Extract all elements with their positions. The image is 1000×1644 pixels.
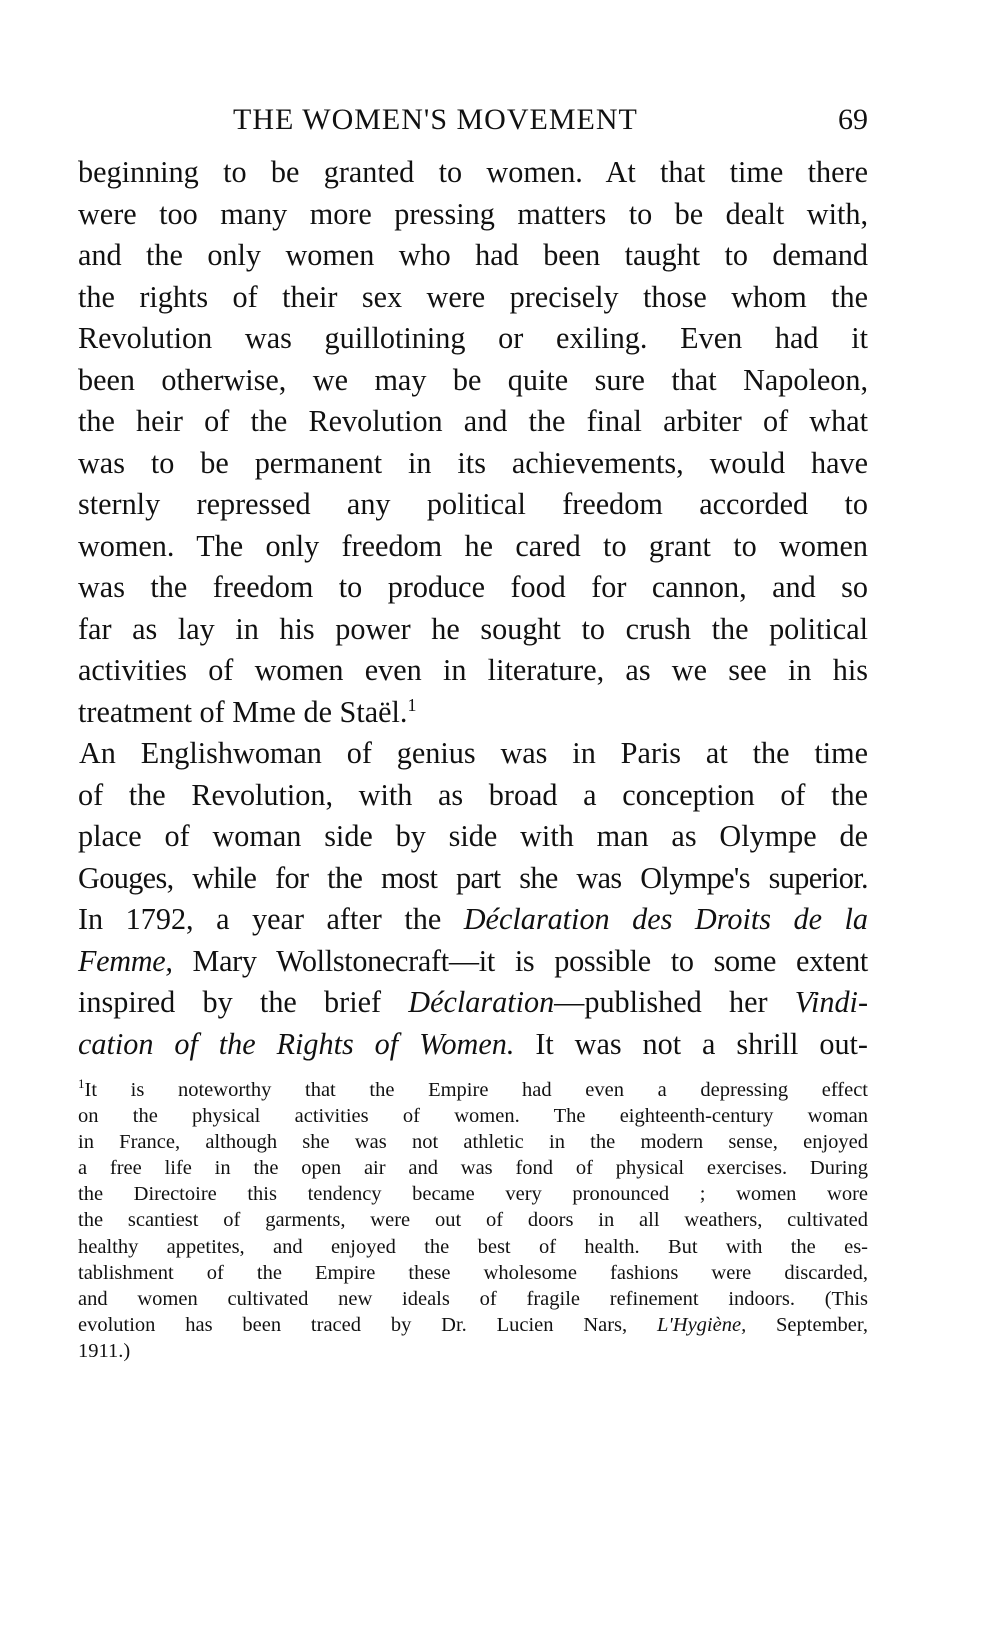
italic-title: Déclaration des Droits de la [463,902,868,936]
footnote-marker: 1 [78,1076,85,1092]
footnote-line [78,1077,868,1103]
body-segment: treatment of Mme de Staël. [78,694,408,729]
body-line [78,941,868,983]
body-line: activities of women even in literature, as we see in his [78,653,868,687]
body-line: place of woman side by side with man as Olympe de [78,819,868,853]
footnote-line: the Directoire this tendency became very pronounced ; women wore [78,1183,868,1206]
footnote-segment: September, [746,1313,868,1336]
footnote-segment: evolution has been traced by Dr. Lucien Nars, [78,1313,657,1336]
body-line: were too many more pressing matters to be dealt with, [78,196,868,231]
italic-title: Femme, [78,943,173,978]
page-header [78,100,868,140]
body-line: was to be permanent in its achievements, would have [78,445,868,480]
footnote-line: healthy appetites, and enjoyed the best of health. But with the es- [78,1235,868,1258]
body-line: far as lay in his power he sought to crush the political [78,611,868,646]
body-segment: —published her [554,985,795,1019]
body-segment: Mary Wollstonecraft—it is possible to some extent [172,943,868,978]
body-line [78,899,868,941]
body-segment: It was not a shrill out- [514,1026,868,1061]
italic-title: Vindi- [794,985,868,1019]
body-line: Gouges, while for the most part she was Olympe's superior. [78,860,868,895]
footnote-line: tablishment of the Empire these wholesome fashions were discarded, [78,1261,868,1284]
body-line: was the freedom to produce food for cannon, and so [78,570,868,604]
body-line: the heir of the Revolution and the final arbiter of what [78,404,868,438]
body-text [78,152,868,1065]
body-line: and the only women who had been taught to demand [78,238,868,272]
body-line: the rights of their sex were precisely those whom the [78,279,868,314]
italic-title: cation of the Rights of Women. [78,1026,515,1061]
body-line: women. The only freedom he cared to grant to women [78,528,868,563]
running-title: THE WOMEN'S MOVEMENT [233,103,638,136]
footnote [78,1077,868,1364]
italic-title: Déclaration [408,985,555,1019]
body-line [78,692,868,734]
italic-title: L'Hygiène, [656,1313,747,1336]
body-line: beginning to be granted to women. At that time there [78,155,868,189]
body-line [78,1024,868,1066]
body-line [78,982,868,1024]
body-line: of the Revolution, with as broad a conception of the [78,777,868,812]
body-line: Revolution was guillotining or exiling. Even had it [78,321,868,355]
footnote-line [78,1312,868,1338]
footnote-segment: It is noteworthy that the Empire had even a depressing effect [84,1079,868,1101]
footnote-reference: 1 [407,694,417,715]
body-segment: inspired by the brief [78,985,409,1019]
footnote-line: and women cultivated new ideals of fragile refinement indoors. (This [78,1287,868,1310]
body-line: sternly repressed any political freedom accorded to [78,487,868,521]
footnote-line: in France, although she was not athletic in the modern sense, enjoyed [78,1131,868,1154]
footnote-line: a free life in the open air and was fond of physical exercises. During [78,1157,868,1180]
body-line: been otherwise, we may be quite sure that Napoleon, [78,362,868,397]
page-number: 69 [838,103,868,136]
footnote-line: the scantiest of garments, were out of doors in all weathers, cultivated [78,1209,868,1232]
body-segment: In 1792, a year after the [78,902,464,936]
footnote-line: 1911.) [78,1339,131,1362]
footnote-line: on the physical activities of women. The eighteenth-century woman [78,1105,868,1128]
body-line: An Englishwoman of genius was in Paris at the time [79,736,868,770]
